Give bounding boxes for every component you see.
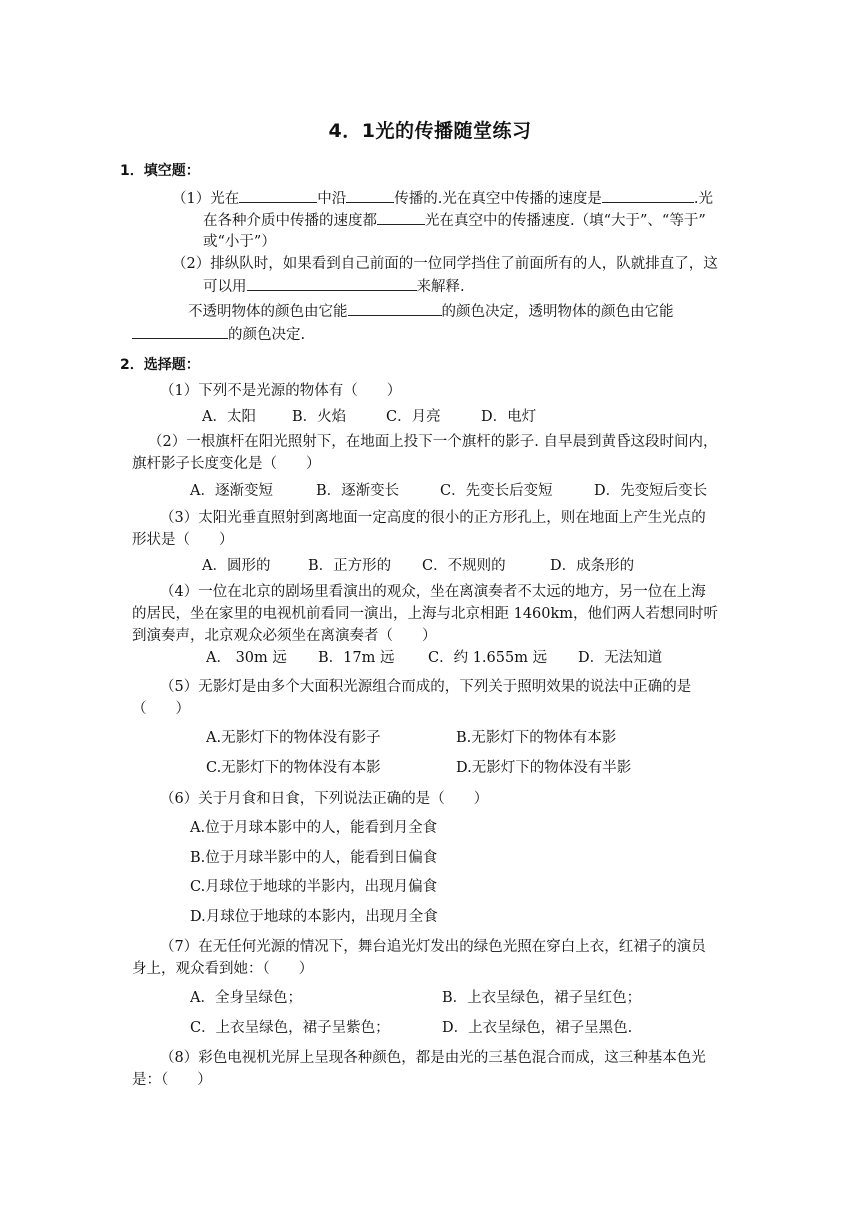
answer-blank bbox=[602, 187, 694, 203]
answer-blank bbox=[346, 187, 394, 203]
option-b: B.无影灯下的物体有本影 bbox=[456, 730, 617, 746]
q3-text: 的颜色决定. bbox=[228, 327, 306, 343]
q1-text: 传播的.光在真空中传播的速度是 bbox=[394, 191, 602, 207]
option-b: B．火焰 bbox=[292, 409, 347, 425]
q2-text: 来解释. bbox=[416, 279, 465, 295]
q3-text: 不透明物体的颜色由它能 bbox=[188, 304, 348, 320]
option-c: C．月亮 bbox=[386, 409, 441, 425]
mc-q1-stem: （1）下列不是光源的物体有（ ） bbox=[160, 383, 402, 399]
mc-q1-options bbox=[202, 406, 536, 428]
mc-q5-stem2: （ ） bbox=[132, 701, 190, 717]
answer-blank bbox=[348, 300, 442, 316]
answer-blank bbox=[377, 209, 425, 225]
page-title: 4．1光的传播随堂练习 bbox=[328, 120, 532, 142]
option-b: B.位于月球半影中的人，能看到日偏食 bbox=[190, 850, 438, 866]
mc-q6-stem: （6）关于月食和日食，下列说法正确的是（ ） bbox=[160, 791, 489, 807]
q1-text: 光在真空中的传播速度.（填“大于”、“等于” bbox=[425, 213, 706, 229]
mc-q4-stem2: 的居民，坐在家里的电视机前看同一演出，上海与北京相距 1460km，他们两人若想同时听 bbox=[132, 606, 719, 622]
q1-text: .光 bbox=[693, 191, 713, 207]
option-c: C．先变长后变短 bbox=[440, 483, 553, 499]
fill-q1-line1 bbox=[172, 187, 713, 210]
option-a: A.无影灯下的物体没有影子 bbox=[206, 730, 381, 746]
option-d: D．成条形的 bbox=[550, 558, 635, 574]
option-b: B．逐渐变长 bbox=[316, 483, 400, 499]
q1-text: 在各种介质中传播的速度都 bbox=[203, 213, 377, 229]
section-heading-fill-blank: 1．填空题： bbox=[120, 163, 200, 179]
option-a: A．圆形的 bbox=[202, 558, 271, 574]
option-c: C.月球位于地球的半影内，出现月偏食 bbox=[190, 879, 438, 895]
q1-text: 中沿 bbox=[317, 191, 347, 207]
mc-q3-options bbox=[202, 555, 634, 577]
option-d: D．先变短后变长 bbox=[594, 483, 708, 499]
option-c: C.无影灯下的物体没有本影 bbox=[206, 760, 381, 776]
option-a: A．逐渐变短 bbox=[190, 483, 273, 499]
mc-q2-options bbox=[190, 480, 707, 502]
option-c: C．不规则的 bbox=[422, 558, 506, 574]
mc-q2-stem1: （2）一根旗杆在阳光照射下，在地面上投下一个旗杆的影子. 自早晨到黄昏这段时间内， bbox=[148, 434, 718, 450]
option-d: D．电灯 bbox=[481, 409, 537, 425]
mc-q7-options-row1 bbox=[190, 987, 641, 1009]
fill-q1-line2 bbox=[203, 209, 706, 232]
option-a: A．太阳 bbox=[202, 409, 256, 425]
option-d: D.月球位于地球的本影内，出现月全食 bbox=[190, 909, 438, 925]
mc-q8-stem2: 是：（ ） bbox=[132, 1072, 212, 1088]
mc-q7-stem2: 身上，观众看到她：（ ） bbox=[132, 961, 314, 977]
mc-q4-stem3: 到演奏声，北京观众必须坐在离演奏者（ ） bbox=[132, 628, 437, 644]
q3-text: 的颜色决定，透明物体的颜色由它能 bbox=[441, 304, 674, 320]
answer-blank bbox=[132, 323, 228, 339]
fill-q3-line1 bbox=[188, 300, 674, 323]
section-heading-multiple-choice: 2．选择题： bbox=[120, 357, 200, 373]
answer-blank bbox=[247, 275, 417, 291]
fill-q3-line2 bbox=[132, 323, 305, 346]
option-b: B．17m 远 bbox=[318, 650, 395, 666]
option-a: A．全身呈绿色； bbox=[190, 990, 302, 1006]
q2-text: 可以用 bbox=[203, 279, 247, 295]
mc-q8-stem1: （8）彩色电视机光屏上呈现各种颜色，都是由光的三基色混合而成，这三种基本色光 bbox=[160, 1050, 706, 1066]
mc-q5-options-row2 bbox=[206, 757, 631, 779]
mc-q7-options-row2 bbox=[190, 1017, 632, 1039]
mc-q2-stem2: 旗杆影子长度变化是（ ） bbox=[132, 456, 321, 472]
q1-text: （1）光在 bbox=[172, 191, 240, 207]
option-c: C．约 1.655m 远 bbox=[428, 650, 548, 666]
option-a: A.位于月球本影中的人，能看到月全食 bbox=[190, 820, 438, 836]
fill-q1-line3: 或“小于”） bbox=[203, 234, 276, 250]
fill-q2-line1: （2）排纵队时，如果看到自己前面的一位同学挡住了前面所有的人，队就排直了，这 bbox=[172, 256, 718, 272]
option-b: B．上衣呈绿色，裙子呈红色； bbox=[442, 990, 642, 1006]
mc-q5-stem1: （5）无影灯是由多个大面积光源组合而成的，下列关于照明效果的说法中正确的是 bbox=[160, 679, 692, 695]
option-a: A． 30m 远 bbox=[206, 650, 287, 666]
mc-q3-stem1: （3）太阳光垂直照射到离地面一定高度的很小的正方形孔上，则在地面上产生光点的 bbox=[160, 510, 706, 526]
option-b: B．正方形的 bbox=[308, 558, 392, 574]
mc-q7-stem1: （7）在无任何光源的情况下，舞台追光灯发出的绿色光照在穿白上衣，红裙子的演员 bbox=[160, 939, 706, 955]
answer-blank bbox=[239, 187, 317, 203]
mc-q3-stem2: 形状是（ ） bbox=[132, 532, 234, 548]
fill-q2-line2 bbox=[203, 275, 465, 298]
option-d: D．无法知道 bbox=[578, 650, 663, 666]
mc-q5-options-row1 bbox=[206, 727, 616, 749]
option-d: D.无影灯下的物体没有半影 bbox=[456, 760, 632, 776]
mc-q4-stem1: （4）一位在北京的剧场里看演出的观众，坐在离演奏者不太远的地方，另一位在上海 bbox=[160, 584, 706, 600]
mc-q4-options bbox=[206, 647, 662, 669]
option-c: C．上衣呈绿色，裙子呈紫色； bbox=[190, 1020, 390, 1036]
option-d: D．上衣呈绿色，裙子呈黑色. bbox=[442, 1020, 633, 1036]
